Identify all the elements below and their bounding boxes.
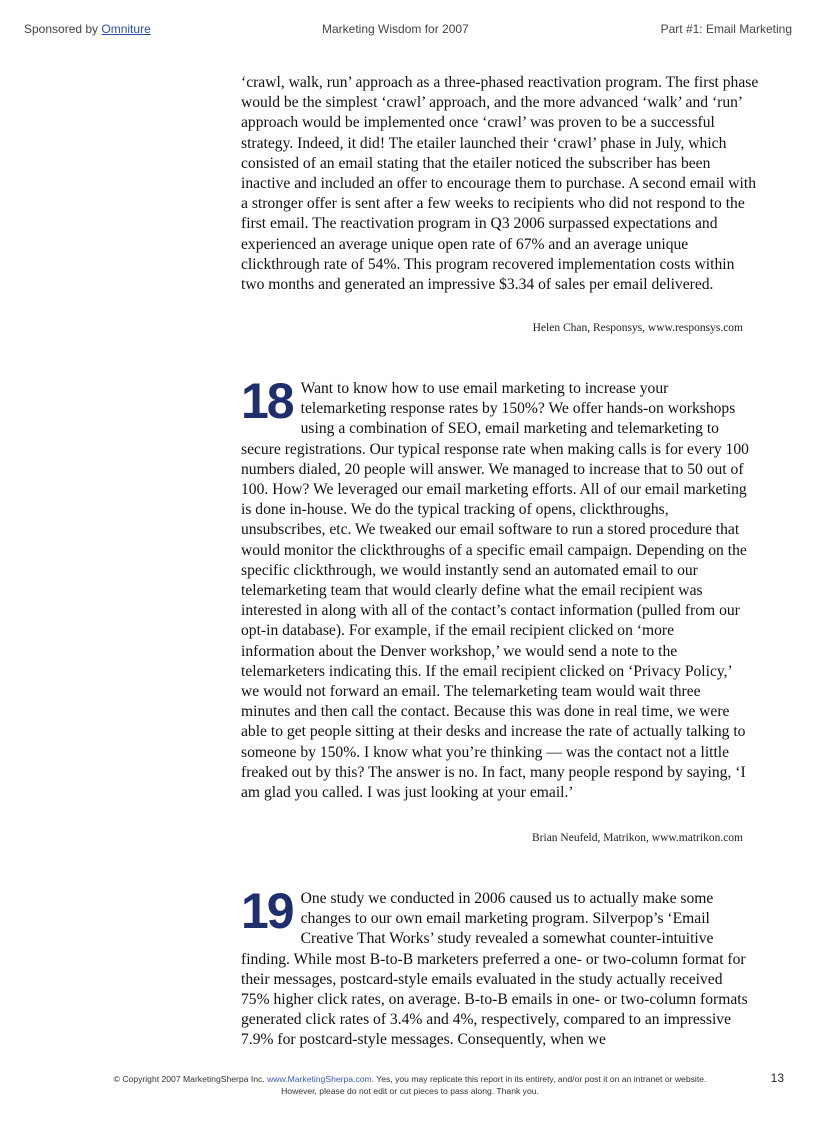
page-header <box>24 22 792 40</box>
sponsor-credit <box>24 22 151 36</box>
footer-line-1 <box>60 1073 760 1085</box>
page-number: 13 <box>770 1071 784 1085</box>
footer-copyright: © Copyright 2007 MarketingSherpa Inc. <box>113 1074 268 1084</box>
tip-18 <box>241 373 751 803</box>
footer-permission: . Yes, you may replicate this report in its entirety, and/or post it on an intranet or website. <box>371 1074 707 1084</box>
footer-link[interactable]: www.MarketingSherpa.com <box>267 1074 372 1084</box>
intro-attribution: Helen Chan, Responsys, www.responsys.com <box>532 322 743 334</box>
footer-line-2: However, please do not edit or cut pieces to pass along. Thank you. <box>281 1086 539 1096</box>
intro-paragraph: ‘crawl, walk, run’ approach as a three-phased reactivation program. The first phase would be the simplest ‘crawl’ approach, and the more advanced ‘walk’ and ‘run’ approach would be implemented once ‘crawl’ was proven to be a successful strategy. Indeed, it did! The etailer launched their ‘crawl’ phase in July, which consisted of an email stating that the etailer noticed the subscriber has been inactive and included an offer to encourage them to purchase. A second email with a stronger offer is sent after a few weeks to recipients who did not respond to the first email. The reactivation program in Q3 2006 surpassed expectations and experienced an average unique open rate of 67% and an average unique clickthrough rate of 54%. This program recovered implementation costs within two months and generated an impressive $3.34 of sales per email delivered. <box>241 74 759 294</box>
page-footer <box>60 1073 760 1097</box>
tip-text: Want to know how to use email marketing to increase your telemarketing response rates by 150%? We offer hands-on workshops using a combination of SEO, email marketing and telemarketing to secure registrations. Our typical response rate when making calls is for every 100 numbers dialed, 20 people will answer. We managed to increase that to 50 out of 100. How? We leveraged our email marketing efforts. All of our email marketing is done in-house. We do the typical tracking of opens, clickthroughs, unsubscribes, etc. We tweaked our email software to run a stored procedure that would monitor the clickthroughs of a specific email campaign. Depending on the specific clickthrough, we would instantly send an automated email to our telemarketing team that would clearly define what the email recipient was interested in along with all of the contact’s contact information (pulled from our opt-in database). For example, if the email recipient clicked on ‘more information about the Denver workshop,’ we would send a note to the telemarketers indicating this. If the email recipient clicked on ‘Privacy Policy,’ we would not forward an email. The telemarketing team would wait three minutes and then call the contact. Because this was done in real time, we were able to get people sitting at their desks and increase the rate of actually talking to someone by 150%. I know what you’re thinking — was the contact not a little freaked out by this? The answer is no. In fact, many people respond by saying, ‘I am glad you called. I was just looking at your email.’ <box>241 380 749 802</box>
tip-number: 19 <box>241 883 293 939</box>
sponsor-prefix: Sponsored by <box>24 22 102 36</box>
tip-19 <box>241 883 751 1051</box>
tip-18-attribution: Brian Neufeld, Matrikon, www.matrikon.com <box>532 832 743 844</box>
sponsor-link[interactable]: Omniture <box>101 22 151 36</box>
section-label: Part #1: Email Marketing <box>660 22 792 36</box>
tip-number: 18 <box>241 373 293 429</box>
document-title: Marketing Wisdom for 2007 <box>322 22 469 36</box>
tip-text: One study we conducted in 2006 caused us to actually make some changes to our own email marketing program. Silverpop’s ‘Email Creative That Works’ study revealed a somewhat counter-intuitive finding. While most B-to-B marketers preferred a one- or two-column format for their messages, postcard-style emails evaluated in the study actually received 75% higher click rates, on average. B-to-B emails in one- or two-column formats generated click rates of 3.4% and 4%, respectively, compared to an impressive 7.9% for postcard-style messages. Consequently, when we <box>241 890 748 1049</box>
